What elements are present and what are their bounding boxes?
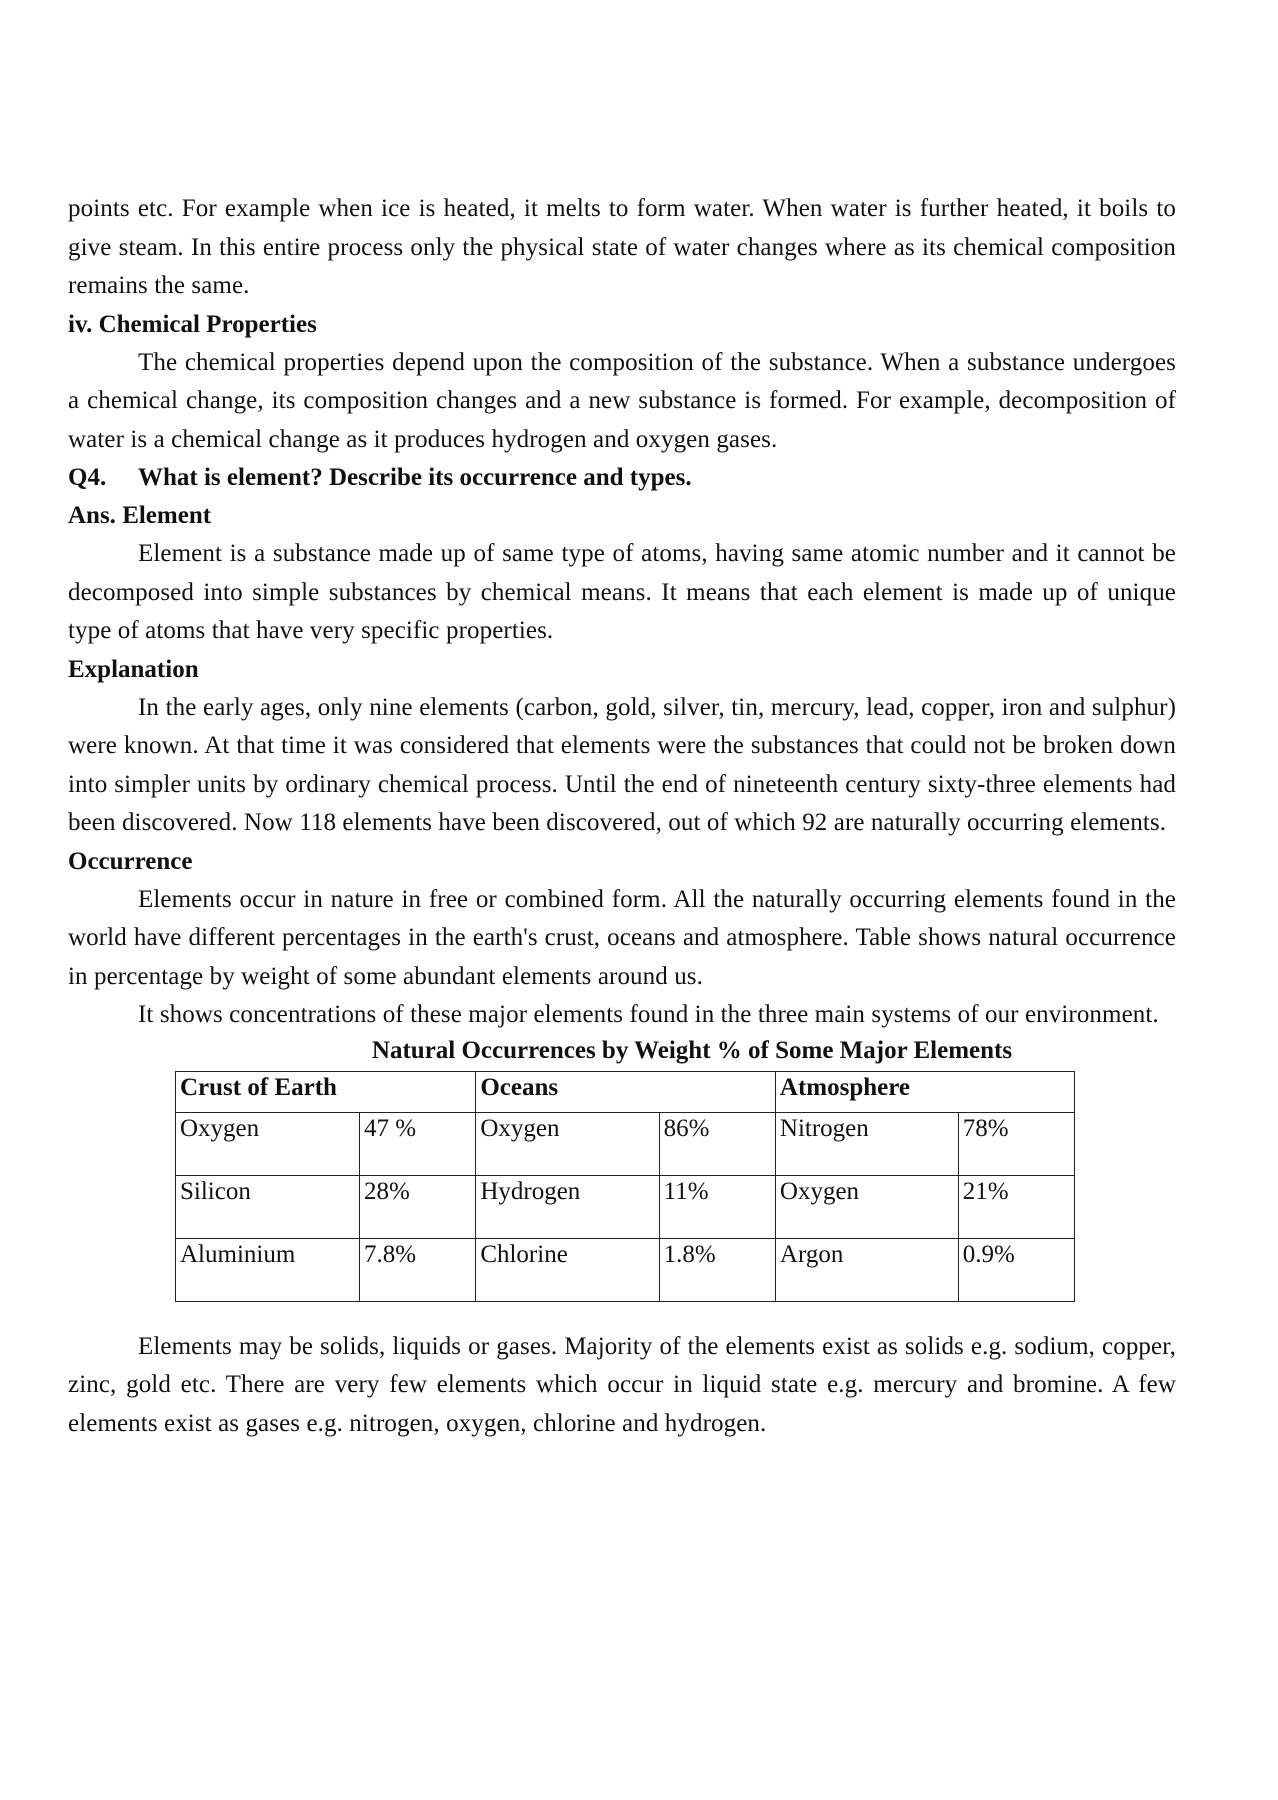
table-cell: 78% [958, 1112, 1074, 1175]
question-text: What is element? Describe its occurrence and types. [138, 464, 692, 491]
table-row [176, 1238, 1075, 1301]
table-cell: 7.8% [360, 1238, 476, 1301]
table-cell: Oxygen [775, 1175, 958, 1238]
occurrence-paragraph-1: Elements occur in nature in free or combined form. All the naturally occurring elements found in the world have different percentages in the earth's crust, oceans and atmosphere. Table shows natural occurrence in percentage by weight of some abundant elements around us. [68, 885, 1176, 990]
spacer [68, 1302, 1176, 1328]
table-cell: 11% [659, 1175, 775, 1238]
explanation-paragraph: In the early ages, only nine elements (carbon, gold, silver, tin, mercury, lead, copper, iron and sulphur) were known. At that time it was considered that elements were the substances that could not be broken down into simpler units by ordinary chemical process. Until the end of nineteenth century sixty-three elements had been discovered. Now 118 elements have been discovered, out of which 92 are naturally occurring elements. [68, 693, 1176, 836]
table-cell: Oxygen [176, 1112, 360, 1175]
header-atmosphere: Atmosphere [775, 1071, 1074, 1112]
table-title: Natural Occurrences by Weight % of Some Major Elements [371, 1036, 1013, 1064]
occurrence-table [175, 1071, 1075, 1302]
chemical-properties-paragraph: The chemical properties depend upon the composition of the substance. When a substance undergoes a chemical change, its composition changes and a new substance is formed. For example, decomposition of water is a chemical change as it produces hydrogen and oxygen gases. [68, 348, 1176, 453]
table-cell: Chlorine [476, 1238, 659, 1301]
table-row [176, 1175, 1075, 1238]
table-row [176, 1112, 1075, 1175]
table-cell: Hydrogen [476, 1175, 659, 1238]
answer-heading [68, 497, 1176, 535]
explanation-heading: Explanation [68, 655, 199, 683]
table-cell: 1.8% [659, 1238, 775, 1301]
table-cell: 0.9% [958, 1238, 1074, 1301]
occurrence-paragraph-2: It shows concentrations of these major elements found in the three main systems of our environment. [138, 1001, 1159, 1028]
header-oceans: Oceans [476, 1071, 776, 1112]
question-heading [68, 459, 1176, 497]
table-header-row [176, 1071, 1075, 1112]
table-cell: Oxygen [476, 1112, 659, 1175]
occurrence-heading: Occurrence [68, 847, 193, 875]
types-paragraph: Elements may be solids, liquids or gases. Majority of the elements exist as solids e.g. sodium, copper, zinc, gold etc. There are very few elements which occur in liquid state e.g. mercury and bromine. A few elements exist as gases e.g. nitrogen, oxygen, chlorine and hydrogen. [68, 1332, 1176, 1437]
table-cell: 47 % [360, 1112, 476, 1175]
element-definition-paragraph: Element is a substance made up of same type of atoms, having same atomic number and it cannot be decomposed into simple substances by chemical means. It means that each element is made up of unique type of atoms that have very specific properties. [68, 540, 1176, 644]
answer-label: Ans. [68, 502, 116, 529]
intro-paragraph: points etc. For example when ice is heated, it melts to form water. When water is further heated, it boils to give steam. In this entire process only the physical state of water changes where as its chemical composition remains the same. [68, 195, 1176, 299]
answer-title: Element [122, 502, 212, 529]
header-crust-of-earth: Crust of Earth [176, 1071, 476, 1112]
table-cell: Nitrogen [775, 1112, 958, 1175]
table-cell: Aluminium [176, 1238, 360, 1301]
table-cell: Argon [775, 1238, 958, 1301]
question-label: Q4. [68, 464, 107, 491]
document-page [68, 190, 1176, 1443]
table-cell: Silicon [176, 1175, 360, 1238]
table-cell: 86% [659, 1112, 775, 1175]
chemical-properties-heading: iv. Chemical Properties [68, 310, 317, 338]
table-cell: 21% [958, 1175, 1074, 1238]
table-cell: 28% [360, 1175, 476, 1238]
